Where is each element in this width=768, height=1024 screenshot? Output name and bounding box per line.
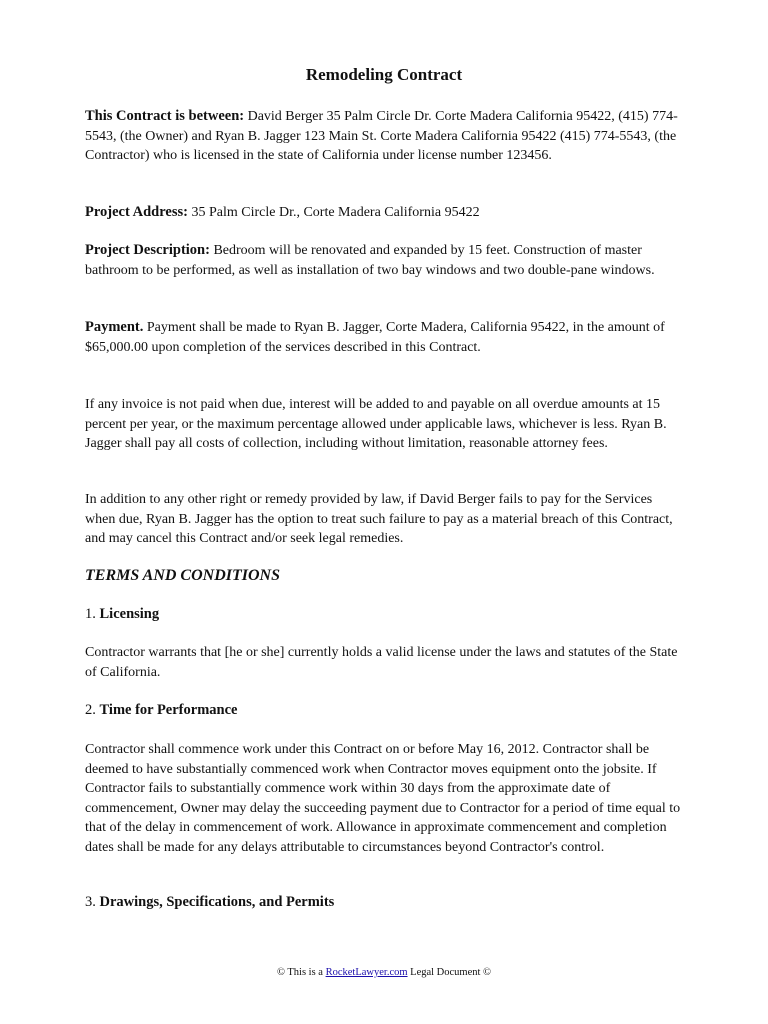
section-heading-drawings <box>85 892 685 912</box>
parties-paragraph <box>85 107 685 166</box>
invoice-paragraph: If any invoice is not paid when due, interest will be added to and payable on all overdue amounts at 15 percent per year, or the maximum percentage allowed under applicable laws, whichever is less. Ryan B. Jagger shall pay all costs of collection, including without limitation, reasonable attorney fees. <box>85 397 667 451</box>
section-title: Drawings, Specifications, and Permits <box>99 894 335 910</box>
project-description-text: Bedroom will be renovated and expanded by 15 feet. Construction of master bathroom to be performed, as well as installation of two bay windows and two double-pane windows. <box>85 243 655 278</box>
parties-text: David Berger 35 Palm Circle Dr. Corte Madera California 95422, (415) 774-5543, (the Owner) and Ryan B. Jagger 123 Main St. Corte Madera California 95422 (415) 774-5543, (the Contractor) who is licensed in the state of California under license number 123456. <box>85 109 678 163</box>
payment-text: Payment shall be made to Ryan B. Jagger, Corte Madera, California 95422, in the amount of $65,000.00 upon completion of the services described in this Contract. <box>85 320 665 355</box>
remedy-paragraph: In addition to any other right or remedy provided by law, if David Berger fails to pay for the Services when due, Ryan B. Jagger has the option to treat such failure to pay as a material breach of this Contract, and may cancel this Contract and/or seek legal remedies. <box>85 492 673 546</box>
project-description-label: Project Description: <box>85 242 210 258</box>
section-heading-time-for-performance <box>85 700 685 720</box>
project-address-text: 35 Palm Circle Dr., Corte Madera California 95422 <box>187 205 480 220</box>
section-number: 1. <box>85 606 96 622</box>
rocketlawyer-link[interactable]: RocketLawyer.com <box>325 967 408 978</box>
payment-paragraph <box>85 318 685 357</box>
section-number: 3. <box>85 894 96 910</box>
project-address-paragraph <box>85 203 685 223</box>
payment-label: Payment. <box>85 319 144 335</box>
project-description-paragraph <box>85 241 685 280</box>
project-address-label: Project Address: <box>85 204 188 220</box>
footer <box>0 966 768 980</box>
section-title: Licensing <box>99 606 160 622</box>
time-for-performance-paragraph: Contractor shall commence work under this Contract on or before May 16, 2012. Contractor shall be deemed to have substantially commenced work when Contractor moves equipment onto the jobsite. If Contractor fails to substantially commence work within 30 days from the approximate date of commencement, Owner may delay the succeeding payment due to Contractor for a period of time equal to that of the delay in commencement of work. Allowance in approximate commencement and completion dates shall be made for any delays attributable to circumstances beyond Contractor's control. <box>85 742 681 855</box>
licensing-paragraph: Contractor warrants that [he or she] currently holds a valid license under the laws and statutes of the State of California. <box>85 645 678 680</box>
terms-heading: TERMS AND CONDITIONS <box>85 567 280 584</box>
section-title: Time for Performance <box>99 702 238 718</box>
document-title: Remodeling Contract <box>305 65 463 84</box>
section-heading-licensing <box>85 604 685 624</box>
parties-label: This Contract is between: <box>85 108 245 124</box>
footer-suffix: Legal Document © <box>407 967 492 978</box>
footer-prefix: © This is a <box>276 967 326 978</box>
section-number: 2. <box>85 702 96 718</box>
